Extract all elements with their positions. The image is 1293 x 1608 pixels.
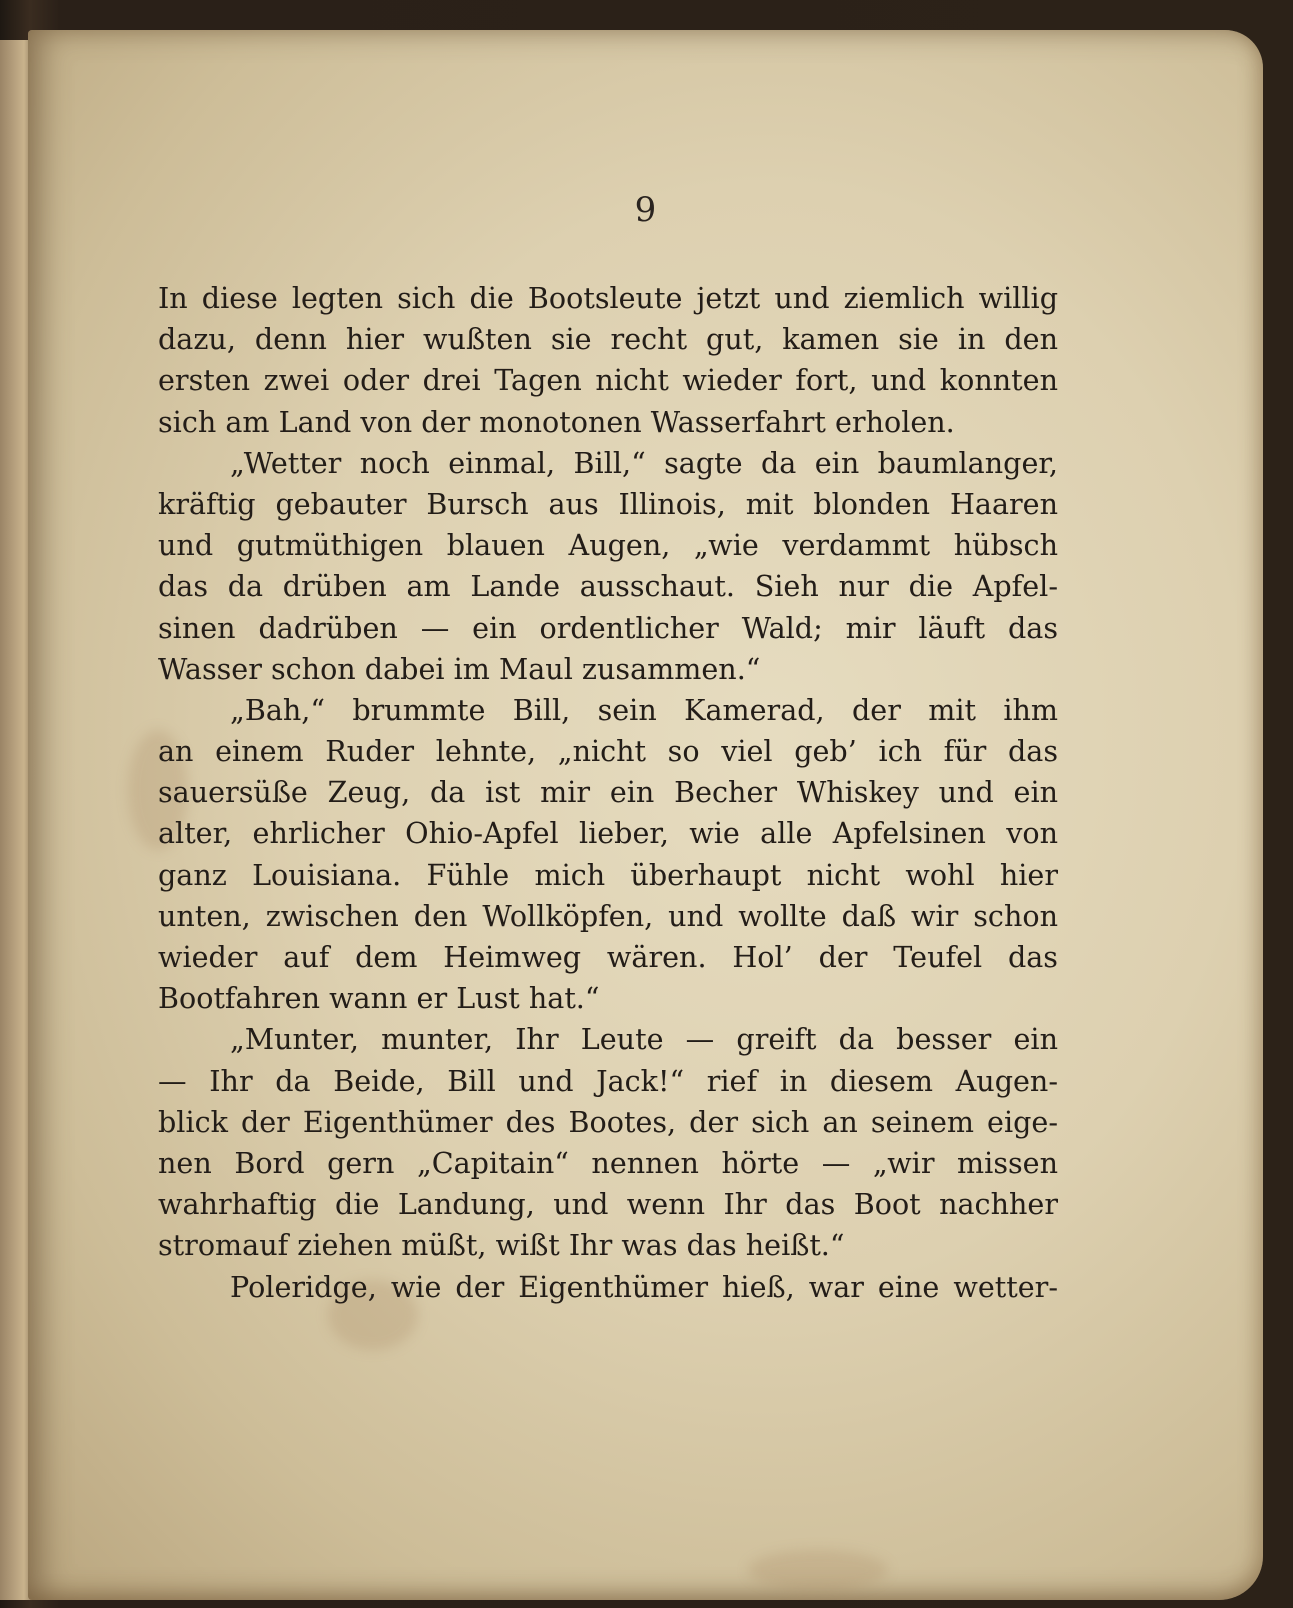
text-line: „Wetter noch einmal, Bill,“ sagte da ein baumlanger, bbox=[230, 445, 1058, 480]
text-line: Poleridge, wie der Eigenthümer hieß, war eine wetter- bbox=[230, 1269, 1058, 1304]
text-line: wahrhaftig die Landung, und wenn Ihr das Boot nachher bbox=[158, 1187, 1058, 1222]
text-line: wieder auf dem Heimweg wären. Hol’ der Teufel das bbox=[158, 940, 1058, 974]
book-page bbox=[28, 30, 1263, 1600]
text-line: „Bah,“ brummte Bill, sein Kamerad, der mit ihm bbox=[230, 692, 1058, 727]
text-line: „Munter, munter, Ihr Leute — greift da besser ein bbox=[230, 1022, 1058, 1057]
text-line: an einem Ruder lehnte, „nicht so viel geb’ ich für das bbox=[158, 734, 1058, 769]
page-number: 9 bbox=[634, 190, 657, 230]
text-line: das da drüben am Lande ausschaut. Sieh nur die Apfel- bbox=[158, 569, 1058, 604]
text-line: ganz Louisiana. Fühle mich überhaupt nicht wohl hier bbox=[158, 857, 1058, 892]
text-line: dazu, denn hier wußten sie recht gut, kamen sie in den bbox=[158, 322, 1058, 357]
text-line: unten, zwischen den Wollköpfen, und wollte daß wir schon bbox=[158, 898, 1058, 933]
text-line: alter, ehrlicher Ohio-Apfel lieber, wie alle Apfelsinen von bbox=[158, 816, 1058, 851]
text-line: sinen dadrüben — ein ordentlicher Wald; mir läuft das bbox=[158, 610, 1058, 645]
text-line: blick der Eigenthümer des Bootes, der sich an seinem eige- bbox=[158, 1104, 1058, 1139]
body-text bbox=[158, 278, 1058, 1308]
text-line: und gutmüthigen blauen Augen, „wie verdammt hübsch bbox=[158, 528, 1058, 563]
text-line: sauersüße Zeug, da ist mir ein Becher Whiskey und ein bbox=[158, 775, 1058, 810]
text-line: In diese legten sich die Bootsleute jetzt und ziemlich willig bbox=[158, 281, 1058, 315]
text-line: stromauf ziehen müßt, wißt Ihr was das heißt.“ bbox=[158, 1228, 845, 1263]
paper-stain bbox=[748, 1550, 888, 1590]
text-line: — Ihr da Beide, Bill und Jack!“ rief in diesem Augen- bbox=[158, 1063, 1058, 1098]
text-line: kräftig gebauter Bursch aus Illinois, mit blonden Haaren bbox=[158, 486, 1058, 521]
text-line: ersten zwei oder drei Tagen nicht wieder fort, und konnten bbox=[158, 363, 1058, 398]
text-line: nen Bord gern „Capitain“ nennen hörte — „wir missen bbox=[158, 1145, 1058, 1180]
text-line: sich am Land von der monotonen Wasserfahrt erholen. bbox=[158, 404, 955, 439]
text-line: Bootfahren wann er Lust hat.“ bbox=[158, 981, 600, 1016]
text-line: Wasser schon dabei im Maul zusammen.“ bbox=[158, 651, 761, 686]
